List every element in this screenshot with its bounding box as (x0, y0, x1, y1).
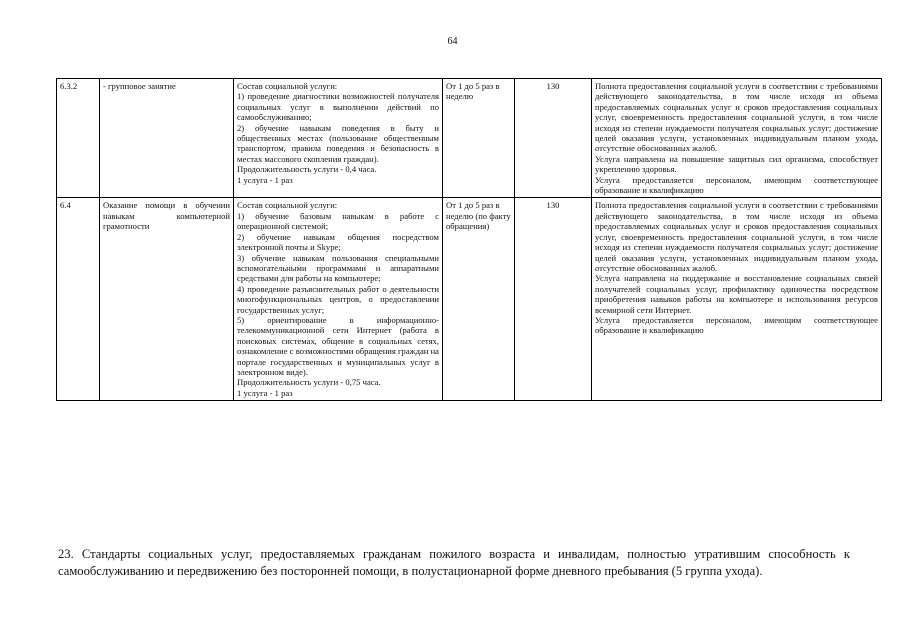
page-number: 64 (447, 36, 458, 47)
content-line: 2) обучение навыкам общения посредством электронной почты и Skype; (237, 231, 439, 253)
frequency-cell: От 1 до 5 раз в неделю (по факту обращения) (443, 198, 515, 401)
content-line: 1 услуга - 1 раз (237, 174, 293, 185)
content-line: 1) проведение диагностики возможностей получателя социальных услуг в выполнении действий по самообслуживанию; (237, 91, 439, 123)
section-heading-paragraph: 23. Стандарты социальных услуг, предоставляемых гражданам пожилого возраста и инвалидам, полностью утратившим способность к самообслуживанию и передвижению без посторонней помощи, в полустационарной форме дневного пребывания (5 группа ухода). (58, 547, 850, 578)
frequency-cell: От 1 до 5 раз в неделю (443, 79, 515, 198)
service-name-cell: Оказание помощи в обучении навыкам компьютерной грамотности (100, 198, 234, 401)
service-content-cell (234, 79, 443, 198)
content-line: Состав социальной услуги: (237, 200, 338, 211)
row-number-cell: 6.4 (57, 198, 100, 401)
quality-line: Полнота предоставления социальной услуги в соответствии с требованиями действующего законодательства, в том числе исходя из объема предоставляемых социальных услуг и сроков предоставления социальных услуг, своевременность предоставления социальной услуги, в том числе исходя из степени нуждаемости получателя социальных услуг; достижение целей оказания услуги, установленных индивидуальным планом ухода, отсутствие обоснованных жалоб. (595, 81, 878, 154)
content-line: 3) обучение навыкам пользования специальными вспомогательными программами и аппаратными средствами для работы на компьютере; (237, 252, 439, 284)
content-line: 4) проведение разъяснительных работ о деятельности многофункциональных центров, о предоставлении государственных услуг; (237, 283, 439, 315)
content-line: 2) обучение навыкам поведения в быту и общественных местах (пользование общественным транспортом, правила поведения и безопасность в местах массового скопления граждан). (237, 122, 439, 164)
tariff-cell: 130 (515, 198, 592, 401)
content-line: Состав социальной услуги: (237, 81, 338, 91)
content-line: 1 услуга - 1 раз (237, 387, 293, 398)
content-line: Продолжительность услуги - 0,4 часа. (237, 164, 377, 175)
quality-cell (592, 79, 882, 198)
quality-line: Услуга направлена на повышение защитных сил организма, способствует укреплению здоровья. (595, 153, 878, 175)
row-number-cell: 6.3.2 (57, 79, 100, 198)
quality-line: Полнота предоставления социальной услуги в соответствии с требованиями действующего законодательства, в том числе исходя из объема предоставляемых социальных услуг и сроков предоставления социальных услуг, своевременность предоставления социальной услуги, в том числе исходя из степени нуждаемости получателя социальных услуг; достижение целей оказания услуги, установленных индивидуальным планом ухода, отсутствие обоснованных жалоб. (595, 200, 878, 273)
quality-line: Услуга предоставляется персоналом, имеющим соответствующее образование и квалификацию (595, 174, 878, 196)
quality-cell (592, 198, 882, 401)
quality-line: Услуга предоставляется персоналом, имеющим соответствующее образование и квалификацию (595, 314, 878, 336)
services-table (56, 78, 882, 401)
service-content-cell (234, 198, 443, 401)
content-line: 5) ориентирование в информационно-телекоммуникационной сети Интернет (работа в поисковых системах, общение в социальных сетях, ознакомление с возможностями обращения граждан на портале государственных и муниципальных услуг в электронном виде). (237, 314, 439, 377)
table-row (57, 79, 882, 198)
table-row (57, 198, 882, 401)
tariff-cell: 130 (515, 79, 592, 198)
quality-line: Услуга направлена на поддержание и восстановление социальных связей получателей социальных услуг, профилактику одиночества посредством приобретения навыков работы на компьютере и использования ресурсов всемирной сети Интернет. (595, 273, 878, 315)
service-name-cell: - групповое занятие (100, 79, 234, 198)
content-line: 1) обучение базовым навыкам в работе с операционной системой; (237, 210, 439, 232)
content-line: Продолжительность услуги - 0,75 часа. (237, 377, 381, 388)
